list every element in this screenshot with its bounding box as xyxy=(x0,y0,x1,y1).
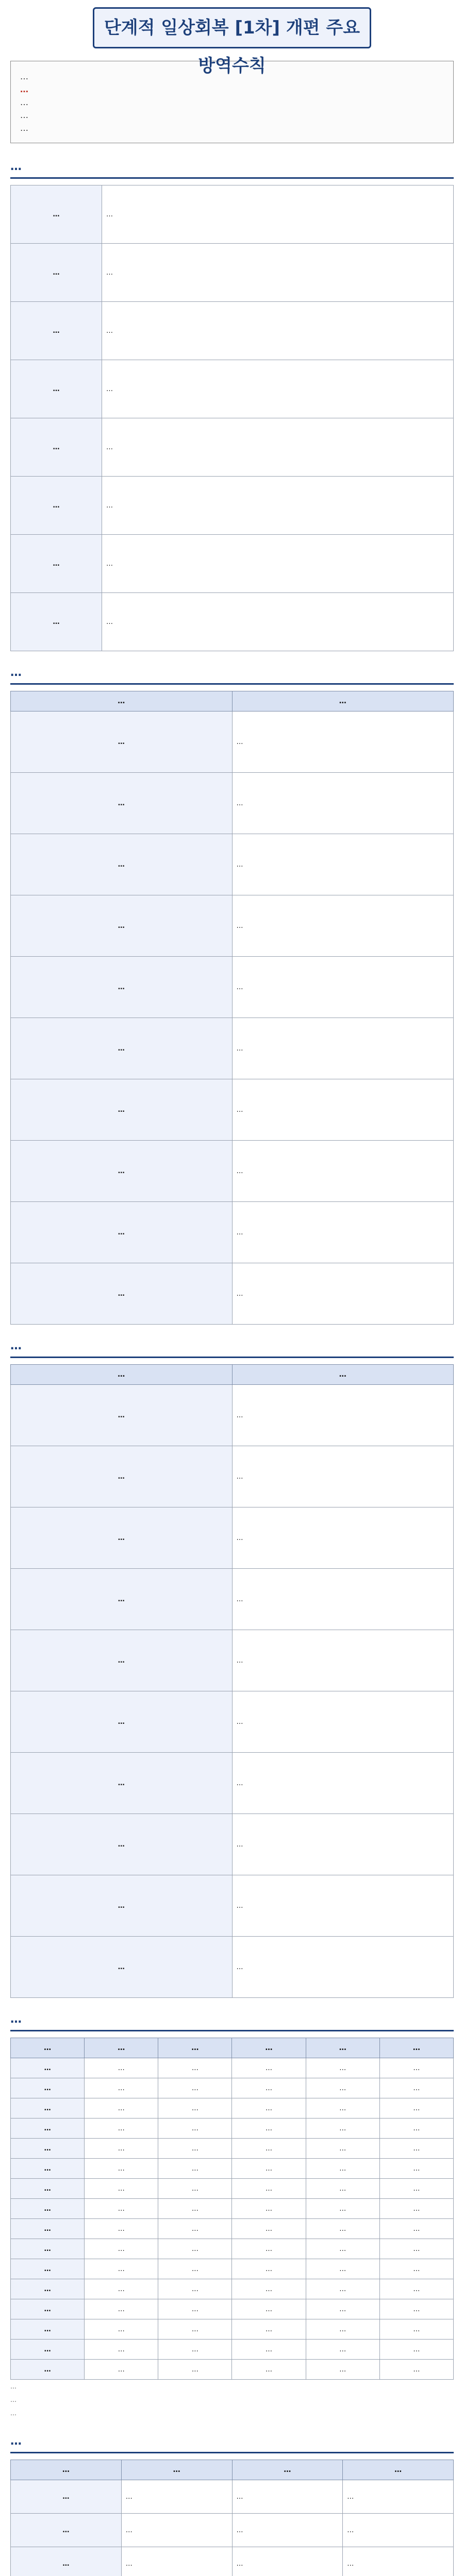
table-cell: … xyxy=(121,2514,232,2547)
table-cell: … xyxy=(158,2159,232,2179)
table-cell: … xyxy=(306,2078,379,2098)
table-cell: … xyxy=(85,2299,158,2319)
row-label: … xyxy=(11,2219,85,2239)
table-row xyxy=(11,418,454,477)
table-cell: … xyxy=(85,2098,158,2119)
section-pass-chart xyxy=(10,2009,454,2420)
row-label: … xyxy=(11,2159,85,2179)
row-content: … xyxy=(102,185,454,244)
table-row xyxy=(11,1018,454,1079)
table-cell: … xyxy=(232,2360,306,2380)
table-cell: … xyxy=(232,2340,306,2360)
table-cell: … xyxy=(158,2199,232,2219)
row-label: … xyxy=(11,773,233,834)
table-header-row xyxy=(11,1365,454,1385)
table-row xyxy=(11,2179,454,2199)
table-cell: … xyxy=(158,2299,232,2319)
table-cell: … xyxy=(379,2179,453,2199)
row-content: … xyxy=(102,535,454,593)
target-table xyxy=(10,2460,454,2576)
row-content: … xyxy=(232,957,454,1018)
row-content: … xyxy=(232,1691,454,1753)
notice-line: … xyxy=(20,123,28,133)
table-row xyxy=(11,2078,454,2098)
table-cell: … xyxy=(158,2340,232,2360)
table-cell: … xyxy=(379,2199,453,2219)
row-label: … xyxy=(11,834,233,895)
row-label: … xyxy=(11,2119,85,2139)
row-content: … xyxy=(232,1202,454,1263)
row-label: … xyxy=(11,1814,233,1875)
table-row xyxy=(11,1691,454,1753)
section-targets xyxy=(10,2431,454,2576)
table-header-row xyxy=(11,2038,454,2058)
table-cell: … xyxy=(232,2159,306,2179)
table-cell: … xyxy=(232,2239,306,2259)
row-label: … xyxy=(11,360,102,418)
row-label: … xyxy=(11,2480,122,2514)
facility-b-table xyxy=(10,1364,454,1998)
table-cell: … xyxy=(158,2239,232,2259)
section-heading: … xyxy=(10,157,454,179)
row-content: … xyxy=(232,1630,454,1691)
column-header: … xyxy=(85,2038,158,2058)
table-cell: … xyxy=(232,2058,306,2078)
row-content: … xyxy=(102,593,454,651)
table-cell: … xyxy=(232,2514,343,2547)
table-cell: … xyxy=(232,2219,306,2239)
table-row xyxy=(11,1507,454,1569)
table-cell: … xyxy=(343,2480,454,2514)
column-header: … xyxy=(232,1365,454,1385)
table-cell: … xyxy=(379,2319,453,2340)
row-label: … xyxy=(11,1018,233,1079)
table-cell: … xyxy=(158,2139,232,2159)
table-cell: … xyxy=(306,2279,379,2299)
table-row xyxy=(11,1875,454,1937)
table-row xyxy=(11,302,454,360)
row-label: … xyxy=(11,2319,85,2340)
column-header: … xyxy=(306,2038,379,2058)
row-label: … xyxy=(11,2098,85,2119)
row-label: … xyxy=(11,1385,233,1446)
table-row xyxy=(11,834,454,895)
row-label: … xyxy=(11,2199,85,2219)
table-row xyxy=(11,535,454,593)
table-cell: … xyxy=(232,2480,343,2514)
table-row xyxy=(11,1569,454,1630)
column-header: … xyxy=(379,2038,453,2058)
notice-line: … xyxy=(20,97,28,107)
table-row xyxy=(11,1141,454,1202)
row-label: … xyxy=(11,1202,233,1263)
table-notes xyxy=(10,2383,454,2420)
table-row xyxy=(11,1446,454,1507)
row-content: … xyxy=(232,1446,454,1507)
table-cell: … xyxy=(158,2319,232,2340)
table-cell: … xyxy=(121,2480,232,2514)
row-content: … xyxy=(232,773,454,834)
table-row xyxy=(11,957,454,1018)
row-label: … xyxy=(11,1691,233,1753)
row-content: … xyxy=(232,834,454,895)
row-label: … xyxy=(11,1263,233,1325)
column-header: … xyxy=(11,1365,233,1385)
row-content: … xyxy=(102,477,454,535)
table-cell: … xyxy=(232,2259,306,2279)
notice-line: … xyxy=(20,110,28,120)
section-facility-a xyxy=(10,663,454,1325)
table-cell: … xyxy=(379,2139,453,2159)
table-cell: … xyxy=(85,2139,158,2159)
table-row xyxy=(11,2340,454,2360)
row-content: … xyxy=(232,1569,454,1630)
column-header: … xyxy=(232,2038,306,2058)
row-content: … xyxy=(232,1814,454,1875)
table-row xyxy=(11,895,454,957)
row-label: … xyxy=(11,2299,85,2319)
table-cell: … xyxy=(306,2179,379,2199)
table-row xyxy=(11,2219,454,2239)
row-label: … xyxy=(11,2514,122,2547)
table-header-row xyxy=(11,2460,454,2480)
table-cell: … xyxy=(379,2058,453,2078)
table-row xyxy=(11,2299,454,2319)
table-cell: … xyxy=(306,2119,379,2139)
table-cell: … xyxy=(306,2139,379,2159)
row-label: … xyxy=(11,1446,233,1507)
table-row xyxy=(11,1630,454,1691)
table-cell: … xyxy=(85,2360,158,2380)
table-row xyxy=(11,2119,454,2139)
table-row xyxy=(11,2159,454,2179)
table-row xyxy=(11,1202,454,1263)
row-label: … xyxy=(11,2179,85,2199)
row-content: … xyxy=(102,360,454,418)
table-row xyxy=(11,477,454,535)
table-cell: … xyxy=(158,2279,232,2299)
row-label: … xyxy=(11,1141,233,1202)
row-label: … xyxy=(11,185,102,244)
table-cell: … xyxy=(343,2547,454,2576)
row-label: … xyxy=(11,1630,233,1691)
table-cell: … xyxy=(379,2159,453,2179)
section-heading: … xyxy=(10,1336,454,1358)
table-cell: … xyxy=(379,2098,453,2119)
row-label: … xyxy=(11,302,102,360)
table-row xyxy=(11,2098,454,2119)
column-header: … xyxy=(11,2038,85,2058)
notice-line: … xyxy=(20,84,28,94)
table-row xyxy=(11,2239,454,2259)
rules-table xyxy=(10,185,454,651)
row-content: … xyxy=(232,1018,454,1079)
table-row xyxy=(11,2514,454,2547)
row-content: … xyxy=(232,711,454,773)
table-cell: … xyxy=(306,2239,379,2259)
table-cell: … xyxy=(232,2279,306,2299)
table-cell: … xyxy=(158,2179,232,2199)
row-label: … xyxy=(11,2547,122,2576)
table-cell: … xyxy=(232,2319,306,2340)
section-heading: … xyxy=(10,663,454,685)
table-cell: … xyxy=(158,2119,232,2139)
row-label: … xyxy=(11,895,233,957)
table-row xyxy=(11,1385,454,1446)
section-heading: … xyxy=(10,2009,454,2031)
table-cell: … xyxy=(85,2159,158,2179)
table-row xyxy=(11,1263,454,1325)
table-cell: … xyxy=(232,2098,306,2119)
table-row xyxy=(11,2319,454,2340)
column-header: … xyxy=(158,2038,232,2058)
table-cell: … xyxy=(85,2319,158,2340)
table-cell: … xyxy=(232,2547,343,2576)
table-cell: … xyxy=(379,2299,453,2319)
table-cell: … xyxy=(85,2078,158,2098)
table-cell: … xyxy=(379,2340,453,2360)
row-label: … xyxy=(11,418,102,477)
table-row xyxy=(11,2139,454,2159)
row-label: … xyxy=(11,2360,85,2380)
table-cell: … xyxy=(158,2219,232,2239)
table-header-row xyxy=(11,691,454,711)
row-content: … xyxy=(232,1937,454,1998)
row-content: … xyxy=(232,1141,454,1202)
facility-a-table xyxy=(10,691,454,1325)
table-cell: … xyxy=(121,2547,232,2576)
row-label: … xyxy=(11,1507,233,1569)
row-label: … xyxy=(11,244,102,302)
table-cell: … xyxy=(306,2219,379,2239)
row-label: … xyxy=(11,2058,85,2078)
table-cell: … xyxy=(232,2299,306,2319)
row-label: … xyxy=(11,535,102,593)
page-title: 단계적 일상회복 [1차] 개편 주요 방역수칙 xyxy=(93,7,371,48)
row-label: … xyxy=(11,2078,85,2098)
column-header: … xyxy=(343,2460,454,2480)
table-cell: … xyxy=(232,2199,306,2219)
row-content: … xyxy=(232,1875,454,1937)
row-label: … xyxy=(11,2139,85,2159)
row-label: … xyxy=(11,1753,233,1814)
table-cell: … xyxy=(158,2259,232,2279)
table-cell: … xyxy=(306,2299,379,2319)
table-row xyxy=(11,1937,454,1998)
row-content: … xyxy=(232,1753,454,1814)
table-row xyxy=(11,2259,454,2279)
table-row xyxy=(11,1753,454,1814)
table-cell: … xyxy=(306,2360,379,2380)
table-cell: … xyxy=(85,2340,158,2360)
column-header: … xyxy=(232,2460,343,2480)
notice-line: … xyxy=(20,72,28,81)
table-cell: … xyxy=(379,2239,453,2259)
row-content: … xyxy=(232,1385,454,1446)
table-row xyxy=(11,2279,454,2299)
row-label: … xyxy=(11,1875,233,1937)
table-note: … xyxy=(10,2383,16,2390)
table-cell: … xyxy=(232,2139,306,2159)
table-cell: … xyxy=(306,2098,379,2119)
row-label: … xyxy=(11,2259,85,2279)
table-cell: … xyxy=(85,2239,158,2259)
pass-usage-table xyxy=(10,2038,454,2380)
table-cell: … xyxy=(232,2179,306,2199)
table-cell: … xyxy=(85,2259,158,2279)
table-cell: … xyxy=(306,2199,379,2219)
table-cell: … xyxy=(232,2119,306,2139)
row-label: … xyxy=(11,593,102,651)
row-label: … xyxy=(11,1937,233,1998)
row-content: … xyxy=(102,244,454,302)
table-cell: … xyxy=(158,2058,232,2078)
column-header: … xyxy=(11,2460,122,2480)
table-row xyxy=(11,1814,454,1875)
table-cell: … xyxy=(306,2319,379,2340)
table-cell: … xyxy=(85,2119,158,2139)
row-label: … xyxy=(11,2239,85,2259)
table-row xyxy=(11,244,454,302)
table-cell: … xyxy=(379,2259,453,2279)
table-row xyxy=(11,2058,454,2078)
table-cell: … xyxy=(85,2179,158,2199)
table-row xyxy=(11,711,454,773)
table-cell: … xyxy=(343,2514,454,2547)
section-rules xyxy=(10,157,454,651)
row-content: … xyxy=(102,418,454,477)
table-note: … xyxy=(10,2410,16,2417)
table-row xyxy=(11,2360,454,2380)
table-cell: … xyxy=(232,2078,306,2098)
table-cell: … xyxy=(379,2119,453,2139)
row-content: … xyxy=(102,302,454,360)
table-cell: … xyxy=(379,2078,453,2098)
table-cell: … xyxy=(306,2159,379,2179)
table-cell: … xyxy=(85,2199,158,2219)
row-label: … xyxy=(11,477,102,535)
table-cell: … xyxy=(379,2219,453,2239)
table-cell: … xyxy=(85,2058,158,2078)
row-label: … xyxy=(11,2279,85,2299)
row-label: … xyxy=(11,1569,233,1630)
table-row xyxy=(11,2547,454,2576)
table-cell: … xyxy=(158,2078,232,2098)
column-header: … xyxy=(232,691,454,711)
row-content: … xyxy=(232,895,454,957)
table-cell: … xyxy=(379,2279,453,2299)
row-content: … xyxy=(232,1507,454,1569)
table-cell: … xyxy=(158,2098,232,2119)
row-content: … xyxy=(232,1079,454,1141)
row-label: … xyxy=(11,711,233,773)
table-note: … xyxy=(10,2396,16,2403)
table-cell: … xyxy=(158,2360,232,2380)
table-cell: … xyxy=(306,2259,379,2279)
table-row xyxy=(11,1079,454,1141)
section-heading: … xyxy=(10,2431,454,2453)
column-header: … xyxy=(121,2460,232,2480)
table-row xyxy=(11,185,454,244)
table-cell: … xyxy=(85,2219,158,2239)
row-content: … xyxy=(232,1263,454,1325)
table-cell: … xyxy=(306,2340,379,2360)
table-row xyxy=(11,593,454,651)
row-label: … xyxy=(11,957,233,1018)
table-row xyxy=(11,2480,454,2514)
column-header: … xyxy=(11,691,233,711)
section-facility-b xyxy=(10,1336,454,1998)
table-row xyxy=(11,773,454,834)
table-cell: … xyxy=(85,2279,158,2299)
table-cell: … xyxy=(379,2360,453,2380)
table-row xyxy=(11,360,454,418)
table-row xyxy=(11,2199,454,2219)
row-label: … xyxy=(11,2340,85,2360)
row-label: … xyxy=(11,1079,233,1141)
table-cell: … xyxy=(306,2058,379,2078)
